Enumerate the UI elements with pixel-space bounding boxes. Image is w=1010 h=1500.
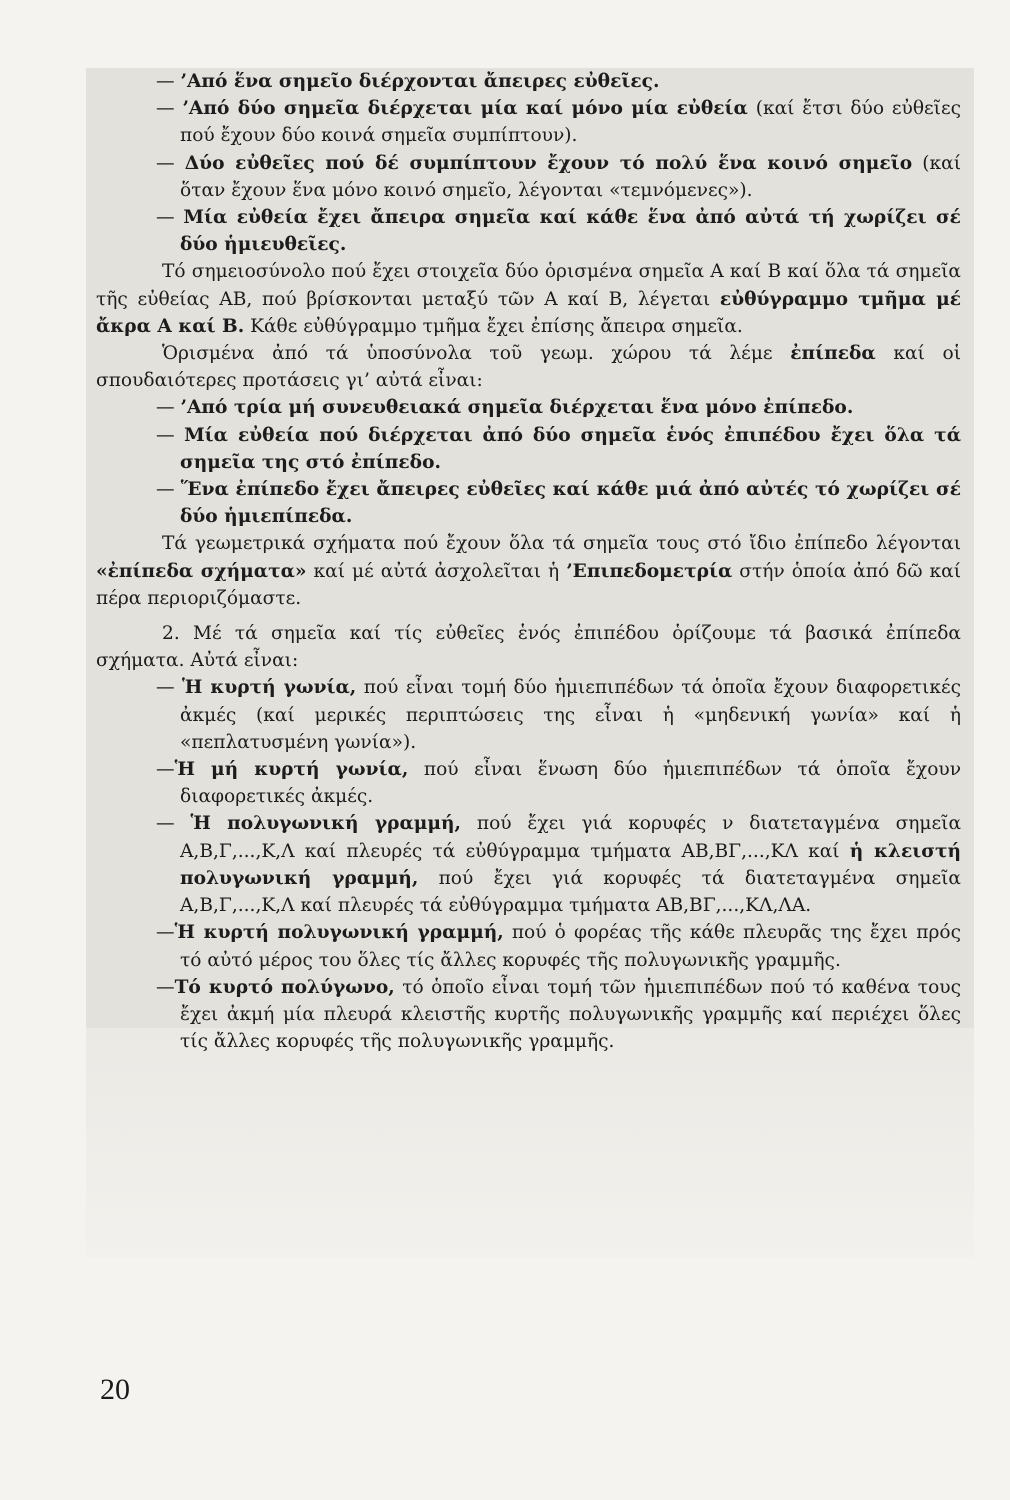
paragraph [96, 258, 961, 340]
text-run: πού εἶναι ἕνωση δύο ἡμιεπιπέδων τά ὁποῖα ἔχουν διαφορετικές ἀκμές. [180, 759, 961, 808]
page-number: 20 [100, 1373, 130, 1406]
bleed-through-area [86, 1028, 974, 1258]
text-run: — [156, 677, 183, 699]
text-run: — [156, 424, 185, 446]
bold-run: Ἕνα ἐπίπεδο ἔχει ἄπειρες εὐθεῖες καί κάθε μιά ἀπό αὐτές τό χωρίζει σέ δύο ἡμιεπίπεδα. [180, 479, 961, 528]
paragraph [96, 394, 961, 421]
bold-run: ἐπίπεδα [790, 343, 876, 365]
paragraph [96, 810, 961, 919]
paragraph [96, 919, 961, 973]
text-run: πού ἔχει γιά κορυφές ν διατεταγμένα σημεῖα Α,Β,Γ,...,Κ,Λ καί πλευρές τά εὐθύγραμμα τμήματα ΑΒ,ΒΓ,...,ΚΛ καί [180, 813, 961, 862]
text-run: — [156, 397, 181, 419]
text-run: 2. Μέ τά σημεῖα καί τίς εὐθεῖες ἑνός ἐπιπέδου ὁρίζουμε τά βασικά ἐπίπεδα σχήματα. Αὐτά εἶναι: [96, 623, 961, 672]
paragraph [96, 68, 961, 95]
text-run: Ὁρισμένα ἀπό τά ὑποσύνολα τοῦ γεωμ. χώρου τά λέμε [162, 343, 791, 365]
bold-run: ’Από δύο σημεῖα διέρχεται μία καί μόνο μία εὐθεία [182, 98, 748, 120]
bold-run: Ἡ πολυγωνική γραμμή, [190, 813, 462, 835]
bold-run: ’Επιπεδομετρία [566, 560, 733, 582]
bold-run: Ἡ μή κυρτή γωνία, [174, 759, 409, 781]
text-run: πού ἔχει γιά κορυφές τά διατεταγμένα σημεῖα Α,Β,Γ,...,Κ,Λ καί πλευρές τά εὐθύγραμμα τμήματα ΑΒ,ΒΓ,...,ΚΛ,ΛΑ. [180, 867, 961, 917]
text-run: — [156, 976, 175, 998]
text-run: — [156, 922, 175, 944]
text-run: — [156, 759, 175, 781]
text-run: πού ὁ φορέας τῆς κάθε πλευρᾶς της ἔχει πρός τό αὐτό μέρος του ὅλες τίς ἄλλες κορυφές τῆς πολυγωνικῆς γραμμῆς. [180, 922, 961, 971]
text-run: — [156, 479, 181, 501]
text-run: — [156, 71, 181, 92]
paragraph [96, 340, 961, 394]
paragraph [96, 756, 961, 810]
paragraph [96, 422, 961, 476]
paragraph [96, 530, 961, 612]
bold-run: «ἐπίπεδα σχήματα» [96, 560, 307, 582]
text-run: στήν ὁποία ἀπό δῶ καί πέρα περιοριζόμαστε. [96, 560, 961, 609]
paragraph [96, 150, 961, 204]
text-run: τό ὁποῖο εἶναι τομή τῶν ἡμιεπιπέδων πού τό καθένα τους ἔχει ἀκμή μία πλευρά κλειστῆς κυρτῆς πολυγωνικῆς γραμμῆς καί περιέχει ὅλες τίς ἄλλες κορυφές τῆς πολυγωνικῆς γραμμῆς. [180, 976, 961, 1053]
text-run: (καί ἔτσι δύο εὐθεῖες πού ἔχουν δύο κοινά σημεῖα συμπίπτουν). [180, 98, 962, 147]
paragraph [96, 476, 961, 530]
bold-run: εὐθύγραμμο τμῆμα μέ ἄκρα Α καί Β. [96, 288, 961, 337]
bold-run: ’Από τρία μή συνευθειακά σημεῖα διέρχεται ἕνα μόνο ἐπίπεδο. [180, 397, 854, 419]
text-run: (καί ὅταν ἔχουν ἕνα μόνο κοινό σημεῖο, λέγονται «τεμνόμενες»). [180, 152, 961, 201]
paragraph [96, 974, 961, 1056]
bold-run: ’Από ἕνα σημεῖο διέρχονται ἄπειρες εὐθεῖες. [180, 71, 660, 92]
text-run: πού εἶναι τομή δύο ἡμιεπιπέδων τά ὁποῖα ἔχουν διαφορετικές ἀκμές (καί μερικές περιπτώσεις της εἶναι ἡ «μηδενική γωνία» καί ἡ «πεπλατυσμένη γωνία»). [180, 677, 962, 753]
paragraph [96, 674, 961, 756]
bold-run: Τό κυρτό πολύγωνο, [174, 976, 395, 998]
text-run: καί μέ αὐτά ἀσχολεῖται ἡ [306, 560, 567, 582]
text-run: Τό σημειοσύνολο πού ἔχει στοιχεῖα δύο ὁρισμένα σημεῖα Α καί Β καί ὅλα τά σημεῖα τῆς εὐθείας ΑΒ, πού βρίσκονται μεταξύ τῶν Α καί Β, λέγεται [96, 261, 961, 310]
bold-run: Δύο εὐθεῖες πού δέ συμπίπτουν ἔχουν τό πολύ ἕνα κοινό σημεῖο [184, 152, 913, 174]
text-run: — [156, 152, 185, 174]
text-run: — [156, 207, 184, 229]
text-run: — [156, 98, 183, 120]
text-run: καί οἱ σπουδαιότερες προτάσεις γι’ αὐτά εἶναι: [96, 343, 961, 392]
body-text [96, 68, 961, 1055]
text-run: — [156, 813, 191, 835]
bold-run: Ἡ κυρτή γωνία, [182, 677, 357, 699]
text-run: Κάθε εὐθύγραμμο τμῆμα ἔχει ἐπίσης ἄπειρα σημεῖα. [244, 315, 743, 337]
paragraph [96, 95, 961, 149]
text-run: Τά γεωμετρικά σχήματα πού ἔχουν ὅλα τά σημεῖα τους στό ἴδιο ἐπίπεδο λέγονται [162, 533, 961, 555]
bold-run: Μία εὐθεία ἔχει ἄπειρα σημεῖα καί κάθε ἕνα ἀπό αὐτά τή χωρίζει σέ δύο ἡμιευθεῖες. [180, 207, 961, 256]
paragraph [96, 204, 961, 258]
bold-run: Ἡ κυρτή πολυγωνική γραμμή, [174, 922, 504, 944]
paragraph [96, 620, 961, 674]
bold-run: ἡ κλειστή πολυγωνική γραμμή, [180, 840, 962, 889]
bold-run: Μία εὐθεία πού διέρχεται ἀπό δύο σημεῖα ἑνός ἐπιπέδου ἔχει ὅλα τά σημεῖα της στό ἐπίπεδο. [180, 424, 962, 473]
